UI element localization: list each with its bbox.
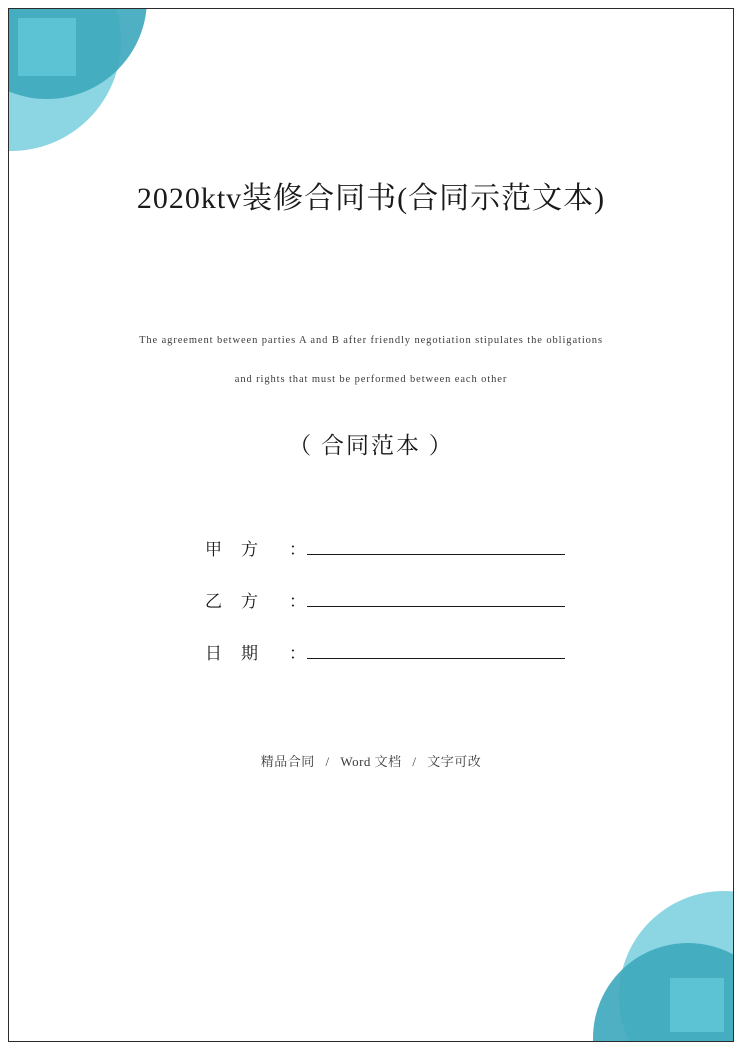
date-colon: ： — [289, 644, 306, 663]
footer-item-editable-text: 文字可改 — [427, 754, 482, 769]
field-row-party-a — [205, 534, 565, 586]
english-subtitle: The agreement between parties A and B after friendly negotiation stipulates the obligations and rights that must be performed between each other — [139, 335, 603, 385]
footer-item-quality-contract: 精品合同 — [260, 754, 315, 769]
party-b-colon: ： — [289, 592, 306, 611]
date-input-line[interactable] — [307, 638, 565, 659]
footer-separator-1: / — [325, 754, 330, 769]
footer-note — [171, 751, 571, 770]
party-a-colon: ： — [289, 540, 306, 559]
party-a-label: 甲 方 — [205, 540, 259, 559]
party-b-input-line[interactable] — [307, 586, 565, 607]
date-label: 日 期 — [205, 644, 259, 663]
footer-item-word-document: Word 文档 — [340, 754, 402, 769]
field-row-date — [205, 638, 565, 690]
footer-separator-2: / — [412, 754, 417, 769]
signature-fields — [205, 534, 565, 690]
document-content — [9, 9, 733, 1041]
field-row-party-b — [205, 586, 565, 638]
page-title: 2020ktv装修合同书(合同示范文本) — [136, 182, 606, 215]
party-a-input-line[interactable] — [307, 534, 565, 555]
sample-contract-label: （ 合同范本 ） — [288, 433, 454, 458]
party-b-label: 乙 方 — [205, 592, 259, 611]
